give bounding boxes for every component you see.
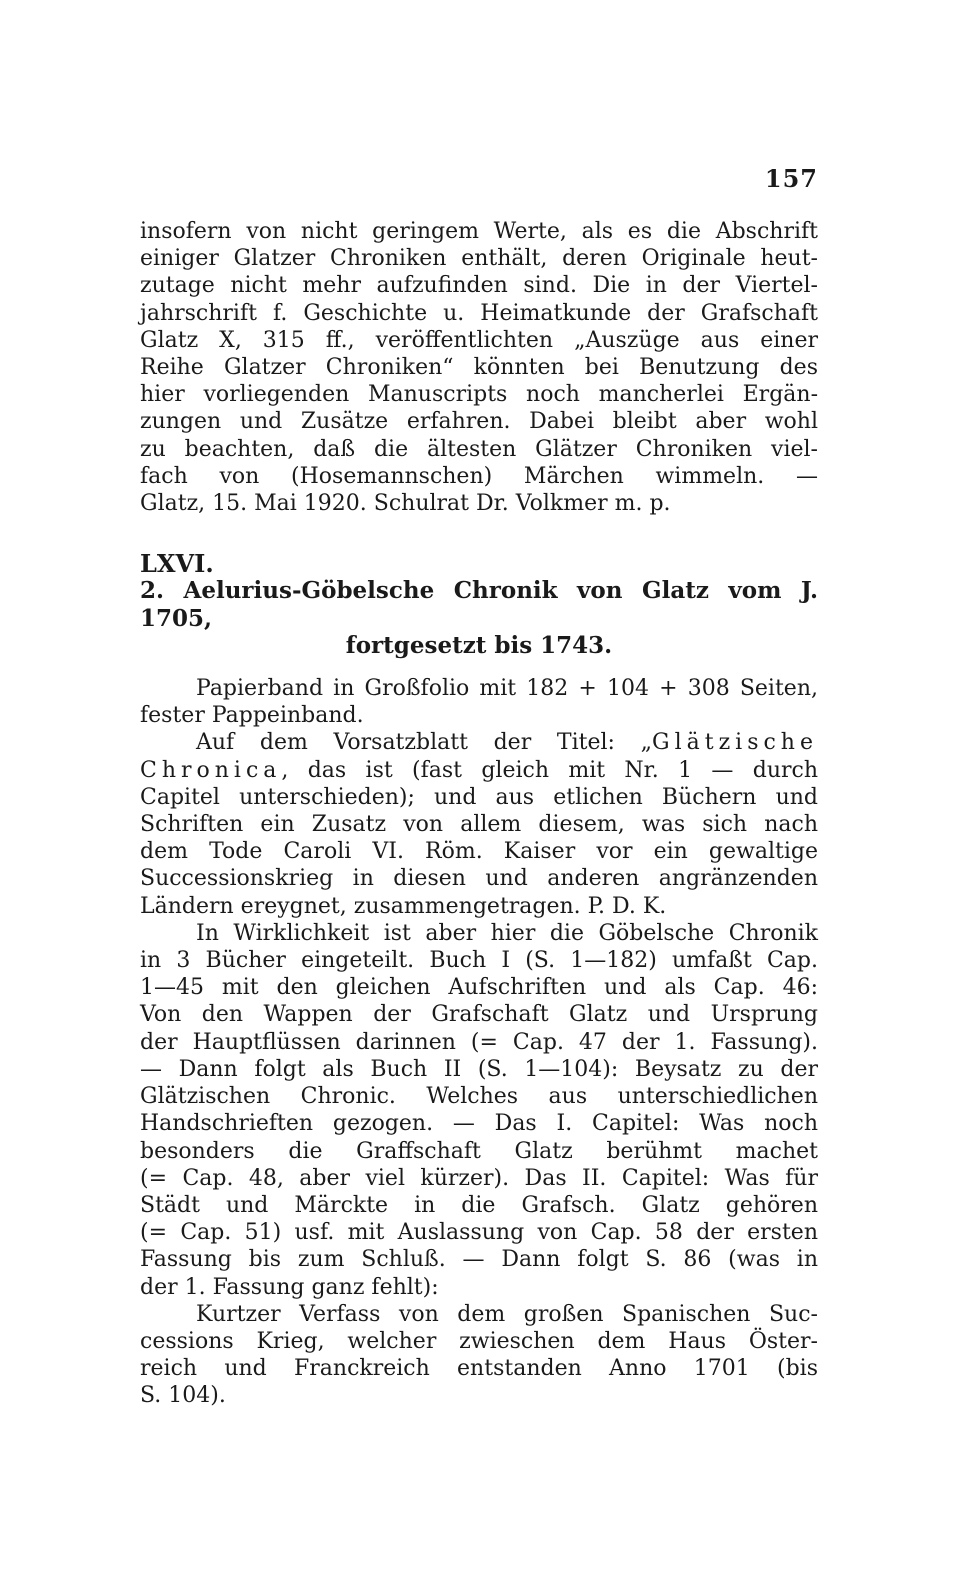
paragraph-2 — [140, 675, 818, 729]
text-line: zu beachten, daß die ältesten Glätzer Chroniken viel- — [140, 436, 818, 462]
page-number: 157 — [764, 164, 818, 193]
text-line: der 1. Fassung ganz fehlt): — [140, 1274, 439, 1300]
text-line: insofern von nicht geringem Werte, als es die Abschrift — [140, 219, 818, 244]
section-title-line2: fortgesetzt bis 1743. — [345, 631, 613, 659]
text-line: Schriften ein Zusatz von allem diesem, was sich nach — [140, 812, 818, 838]
section-label: LXVI. — [140, 549, 214, 579]
text-line: Papierband in Großfolio mit 182 + 104 + 308 Seiten, — [196, 676, 818, 702]
text-line — [140, 757, 818, 784]
text-line: (= Cap. 51) usf. mit Auslassung von Cap. 58 der ersten — [140, 1220, 818, 1246]
section-heading — [140, 550, 818, 659]
text-segment: Auf dem Vorsatzblatt der Titel: „ — [196, 730, 652, 756]
paragraph-1 — [140, 218, 818, 517]
text-line: Handschrieften gezogen. — Das I. Capitel: Was noch — [140, 1111, 818, 1137]
text-line: In Wirklichkeit ist aber hier die Göbelsche Chronik — [196, 920, 818, 946]
paragraph-3 — [140, 729, 818, 919]
text-line: fester Pappeinband. — [140, 703, 364, 729]
text-line: reich und Franckreich entstanden Anno 1701 (bis — [140, 1356, 818, 1382]
text-line: Reihe Glatzer Chroniken“ könnten bei Benutzung des — [140, 355, 818, 381]
paragraph-5 — [140, 1301, 818, 1410]
text-line: zungen und Zusätze erfahren. Dabei bleibt aber wohl — [140, 409, 818, 435]
text-line: Fassung bis zum Schluß. — Dann folgt S. 86 (was in — [140, 1247, 818, 1273]
text-line: Glatz, 15. Mai 1920. Schulrat Dr. Volkmer m. p. — [140, 491, 671, 517]
text-line: der Hauptflüssen darinnen (= Cap. 47 der 1. Fassung). — [140, 1029, 818, 1055]
text-line: Städt und Märckte in die Grafsch. Glatz gehören — [140, 1192, 818, 1218]
text-line: cessions Krieg, welcher zwieschen dem Haus Öster- — [140, 1328, 818, 1354]
text-line: Glatz X, 315 ff., veröffentlichten „Auszüge aus einer — [140, 327, 818, 353]
text-line: besonders die Graffschaft Glatz berühmt machet — [140, 1138, 818, 1164]
text-line: hier vorliegenden Manuscripts noch mancherlei Ergän- — [140, 382, 818, 408]
text-line: (= Cap. 48, aber viel kürzer). Das II. Capitel: Was für — [140, 1165, 818, 1191]
text-line: fach von (Hosemannschen) Märchen wimmeln. — — [140, 463, 818, 489]
text-segment: , das ist (fast gleich mit Nr. 1 — durch — [281, 757, 818, 783]
text-line: Ländern ereygnet, zusammengetragen. P. D. K. — [140, 893, 667, 919]
text-line — [140, 729, 818, 756]
text-line: in 3 Bücher eingeteilt. Buch I (S. 1—182) umfaßt Cap. — [140, 948, 818, 974]
text-line: dem Tode Caroli VI. Röm. Kaiser vor ein gewaltige — [140, 839, 818, 865]
text-block — [140, 218, 818, 1410]
letterspaced-word: Chronica — [140, 757, 282, 783]
text-line: zutage nicht mehr aufzufinden sind. Die in der Viertel- — [140, 273, 818, 299]
letterspaced-word: Glätzische — [652, 730, 818, 756]
text-line: S. 104). — [140, 1383, 226, 1409]
text-line: 1—45 mit den gleichen Aufschriften und als Cap. 46: — [140, 975, 818, 1001]
text-line: Capitel unterschieden); und aus etlichen Büchern und — [140, 784, 818, 810]
section-title-line1: 2. Aelurius-Göbelsche Chronik von Glatz vom J. 1705, — [140, 577, 818, 632]
text-line: Von den Wappen der Grafschaft Glatz und Ursprung — [140, 1002, 818, 1028]
text-line: — Dann folgt als Buch II (S. 1—104): Beysatz zu der — [140, 1056, 818, 1082]
text-line: Glätzischen Chronic. Welches aus unterschiedlichen — [140, 1084, 818, 1110]
text-line: einiger Glatzer Chroniken enthält, deren Originale heut- — [140, 246, 818, 272]
text-line: jahrschrift f. Geschichte u. Heimatkunde der Grafschaft — [140, 300, 818, 326]
paragraph-4 — [140, 920, 818, 1301]
text-line: Successionskrieg in diesen und anderen angränzenden — [140, 866, 818, 892]
text-line: Kurtzer Verfass von dem großen Spanischen Suc- — [196, 1301, 818, 1327]
